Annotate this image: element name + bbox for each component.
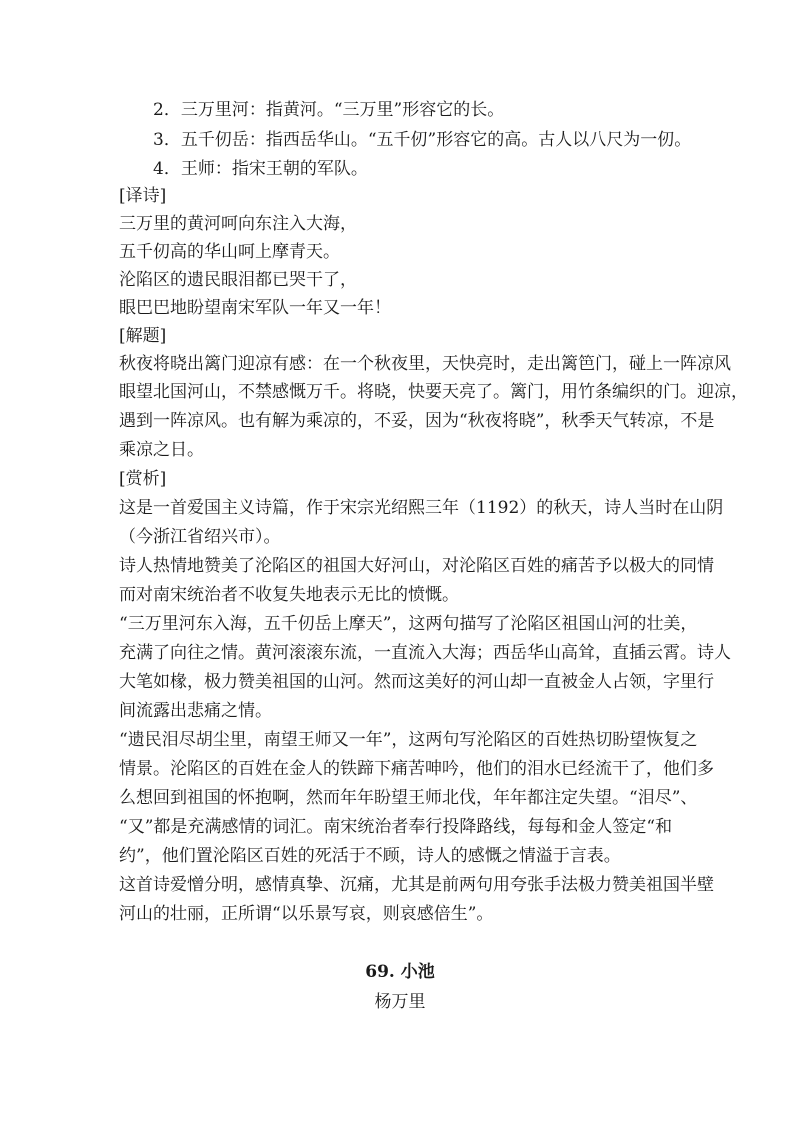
note-line: 2．三万里河：指黄河。“三万里”形容它的长。 bbox=[153, 100, 505, 120]
appreciation-line: “三万里河东入海，五千仞岳上摩天”，这两句描写了沦陷区祖国山河的壮美， bbox=[119, 614, 698, 634]
explain-header: [解题] bbox=[119, 326, 167, 346]
translation-header: [译诗] bbox=[119, 186, 167, 206]
appreciation-line: “又”都是充满感情的词汇。南宋统治者奉行投降路线，每每和金人签定“和 bbox=[119, 817, 673, 837]
appreciation-line: 间流露出悲痛之情。 bbox=[119, 701, 272, 721]
appreciation-line: 而对南宋统治者不收复失地表示无比的愤慨。 bbox=[119, 585, 459, 605]
explain-line: 遇到一阵凉风。也有解为乘凉的，不妥，因为“秋夜将晓”，秋季天气转凉，不是 bbox=[119, 411, 715, 431]
appreciation-line: 这是一首爱国主义诗篇，作于宋宗光绍熙三年（1192）的秋天，诗人当时在山阴 bbox=[119, 498, 724, 518]
poem-title: 69. 小池 bbox=[365, 962, 435, 982]
translation-line: 沦陷区的遗民眼泪都已哭干了， bbox=[119, 270, 357, 290]
translation-line: 三万里的黄河呵向东注入大海， bbox=[119, 214, 357, 234]
explain-line: 秋夜将晓出篱门迎凉有感：在一个秋夜里，天快亮时，走出篱笆门，碰上一阵凉风 bbox=[119, 354, 731, 374]
appreciation-line: 诗人热情地赞美了沦陷区的祖国大好河山，对沦陷区百姓的痛苦予以极大的同情 bbox=[119, 556, 714, 576]
explain-line: 乘凉之日。 bbox=[119, 440, 204, 460]
appreciation-line: 么想回到祖国的怀抱啊，然而年年盼望王师北伐，年年都注定失望。“泪尽”、 bbox=[119, 788, 698, 808]
appreciation-line: 充满了向往之情。黄河滚滚东流，一直流入大海；西岳华山高耸，直插云霄。诗人 bbox=[119, 643, 731, 663]
appreciation-line: “遗民泪尽胡尘里，南望王师又一年”，这两句写沦陷区的百姓热切盼望恢复之 bbox=[119, 730, 698, 750]
appreciation-line: 这首诗爱憎分明，感情真挚、沉痛，尤其是前两句用夸张手法极力赞美祖国半壁 bbox=[119, 875, 714, 895]
appreciation-line: 大笔如椽，极力赞美祖国的山河。然而这美好的河山却一直被金人占领，字里行 bbox=[119, 672, 714, 692]
appreciation-line: 情景。沦陷区的百姓在金人的铁蹄下痛苦呻吟，他们的泪水已经流干了，他们多 bbox=[119, 759, 714, 779]
translation-line: 五千仞高的华山呵上摩青天。 bbox=[119, 242, 340, 262]
appreciation-line: 河山的壮丽，正所谓“以乐景写哀，则哀感倍生”。 bbox=[119, 904, 494, 924]
appreciation-line: （今浙江省绍兴市）。 bbox=[119, 527, 281, 547]
appreciation-line: 约”，他们置沦陷区百姓的死活于不顾，诗人的感慨之情溢于言表。 bbox=[119, 846, 621, 866]
note-line: 4．王师：指宋王朝的军队。 bbox=[153, 159, 368, 179]
note-line: 3．五千仞岳：指西岳华山。“五千仞”形容它的高。古人以八尺为一仞。 bbox=[153, 130, 692, 150]
translation-line: 眼巴巴地盼望南宋军队一年又一年！ bbox=[119, 298, 391, 318]
explain-line: 眼望北国河山，不禁感慨万千。将晓，快要天亮了。篱门，用竹条编织的门。迎凉， bbox=[119, 382, 748, 402]
poem-author: 杨万里 bbox=[374, 992, 426, 1012]
appreciation-header: [赏析] bbox=[119, 469, 167, 489]
